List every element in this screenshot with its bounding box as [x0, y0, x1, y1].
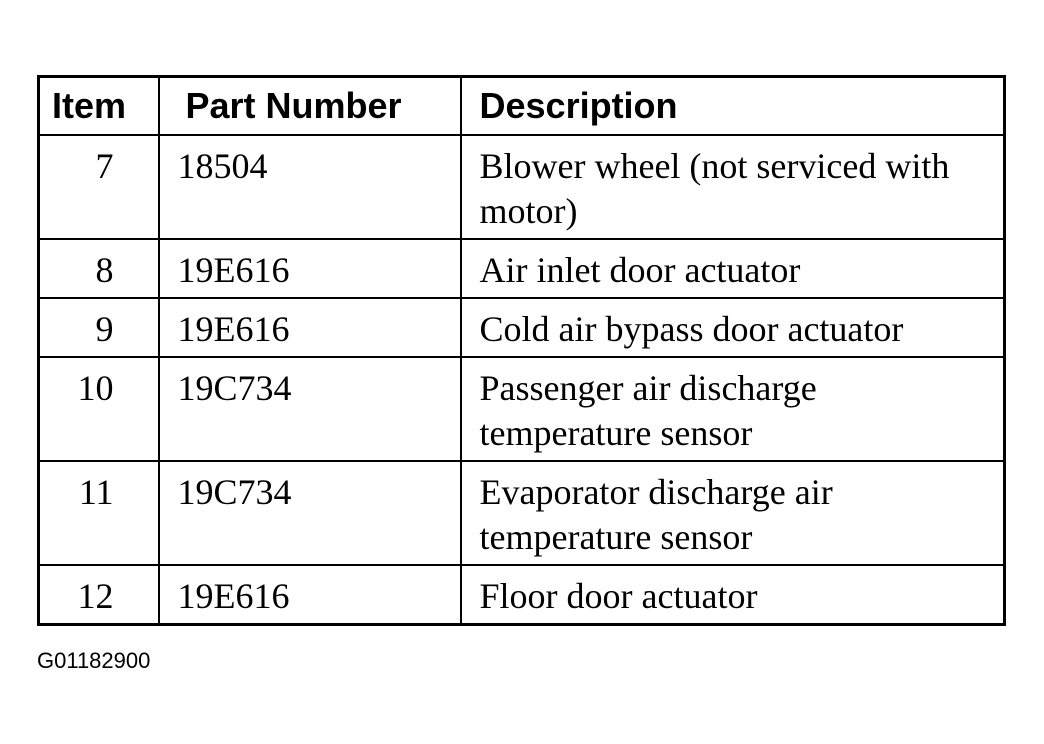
description-cell: Blower wheel (not serviced with motor) [461, 135, 1005, 239]
part-number-cell: 19E616 [159, 298, 461, 357]
description-cell: Evaporator discharge air temperature sensor [461, 461, 1005, 565]
header-part-number: Part Number [159, 77, 461, 136]
description-cell: Passenger air discharge temperature sensor [461, 357, 1005, 461]
item-cell: 9 [39, 298, 159, 357]
part-number-cell: 19E616 [159, 565, 461, 625]
table-row [39, 461, 1005, 565]
description-cell: Air inlet door actuator [461, 239, 1005, 298]
header-description: Description [461, 77, 1005, 136]
description-cell: Cold air bypass door actuator [461, 298, 1005, 357]
table-row [39, 135, 1005, 239]
table-row [39, 298, 1005, 357]
description-cell: Floor door actuator [461, 565, 1005, 625]
table-row [39, 239, 1005, 298]
table-row [39, 565, 1005, 625]
item-cell: 11 [39, 461, 159, 565]
item-cell: 12 [39, 565, 159, 625]
part-number-cell: 19C734 [159, 461, 461, 565]
item-cell: 10 [39, 357, 159, 461]
part-number-cell: 18504 [159, 135, 461, 239]
figure-id: G01182900 [37, 648, 151, 673]
item-cell: 7 [39, 135, 159, 239]
part-number-cell: 19E616 [159, 239, 461, 298]
part-number-cell: 19C734 [159, 357, 461, 461]
item-cell: 8 [39, 239, 159, 298]
table-header-row [39, 77, 1005, 136]
parts-table [37, 75, 1006, 626]
header-item: Item [39, 77, 159, 136]
table-row [39, 357, 1005, 461]
